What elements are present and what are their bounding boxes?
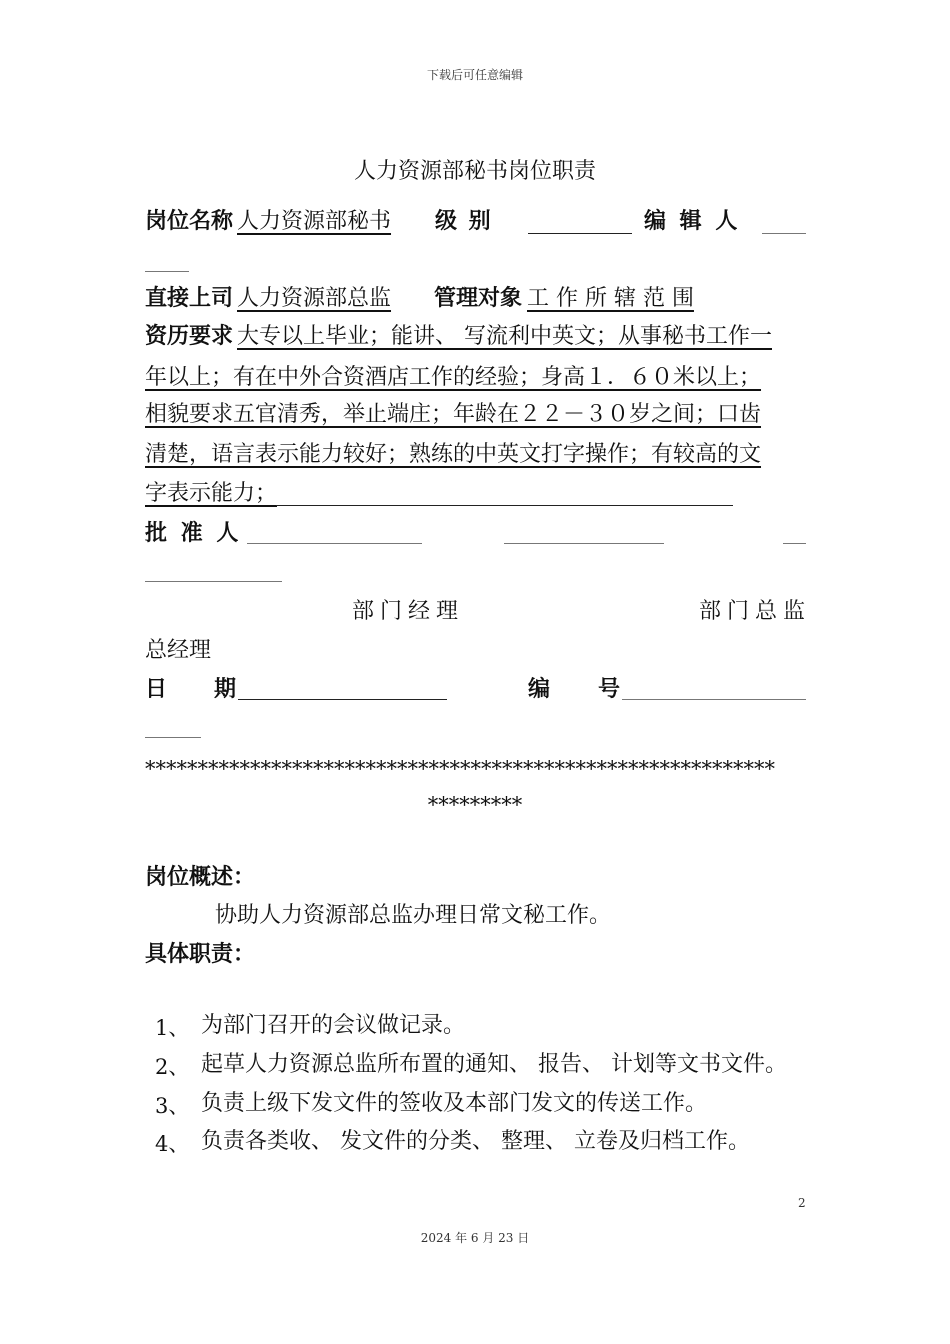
approver-blank-3-cont xyxy=(145,581,282,582)
date-blank xyxy=(238,699,447,700)
date-label-2: 期 xyxy=(214,677,237,702)
managed-value: 工 作 所 辖 范 围 xyxy=(527,286,694,311)
duty-number: 1、 xyxy=(155,1016,190,1040)
approver-label: 批 准 人 xyxy=(145,521,242,546)
approver-blank-3 xyxy=(783,543,806,544)
separator-line-2: ********* xyxy=(427,793,523,817)
separator-line-1: ************************************************************ xyxy=(145,757,775,781)
qualification-line-1: 大专以上毕业；能讲、 写流利中英文；从事秘书工作一 xyxy=(237,324,772,349)
editor-label: 编 辑 人 xyxy=(644,209,741,234)
qualification-line-4: 清楚，语言表示能力较好；熟练的中英文打字操作；有较高的文 xyxy=(145,442,762,467)
footer-date: 2024 年 6 月 23 日 xyxy=(420,1231,530,1245)
position-label: 岗位名称 xyxy=(145,209,234,234)
qualification-label: 资历要求 xyxy=(145,324,234,349)
number-label-1: 编 xyxy=(528,677,551,702)
duty-number: 3、 xyxy=(155,1094,190,1118)
duty-number: 2、 xyxy=(155,1055,190,1079)
duty-text: 负责上级下发文件的签收及本部门发文的传送工作。 xyxy=(201,1091,708,1116)
general-manager-label: 总经理 xyxy=(145,638,212,663)
overview-text: 协助人力资源部总监办理日常文秘工作。 xyxy=(215,903,612,928)
level-label: 级 别 xyxy=(435,209,493,234)
managed-label: 管理对象 xyxy=(434,286,523,311)
level-blank xyxy=(528,233,632,234)
position-value: 人力资源部秘书 xyxy=(237,209,392,234)
date-label-1: 日 xyxy=(145,677,168,702)
qualification-line-2: 年以上；有在中外合资酒店工作的经验；身高１．６０米以上； xyxy=(145,365,762,390)
dept-manager-label: 部门经理 xyxy=(352,599,465,624)
page-number: 2 xyxy=(798,1196,806,1210)
editor-blank-cont xyxy=(145,271,189,272)
supervisor-label: 直接上司 xyxy=(145,286,234,311)
duty-text: 负责各类收、 发文件的分类、 整理、 立卷及归档工作。 xyxy=(201,1129,750,1154)
document-title: 人力资源部秘书岗位职责 xyxy=(353,159,596,184)
supervisor-value: 人力资源部总监 xyxy=(237,286,392,311)
duty-text: 为部门召开的会议做记录。 xyxy=(201,1013,466,1038)
qualification-line-5: 字表示能力； xyxy=(145,481,278,506)
duties-heading: 具体职责： xyxy=(145,942,256,967)
approver-blank-1 xyxy=(247,543,422,544)
number-blank xyxy=(622,699,806,700)
number-blank-cont xyxy=(145,737,201,738)
number-label-2: 号 xyxy=(598,677,621,702)
duty-text: 起草人力资源总监所布置的通知、 报告、 计划等文书文件。 xyxy=(201,1052,787,1077)
approver-blank-2 xyxy=(504,543,664,544)
qualification-blank xyxy=(276,505,733,506)
editor-blank xyxy=(762,233,806,234)
overview-heading: 岗位概述： xyxy=(145,865,256,890)
duty-number: 4、 xyxy=(155,1132,190,1156)
qualification-line-3: 相貌要求五官清秀，举止端庄；年龄在２２－３０岁之间；口齿 xyxy=(145,402,762,427)
header-note: 下载后可任意编辑 xyxy=(426,68,523,82)
dept-director-label: 部门总监 xyxy=(699,599,812,624)
